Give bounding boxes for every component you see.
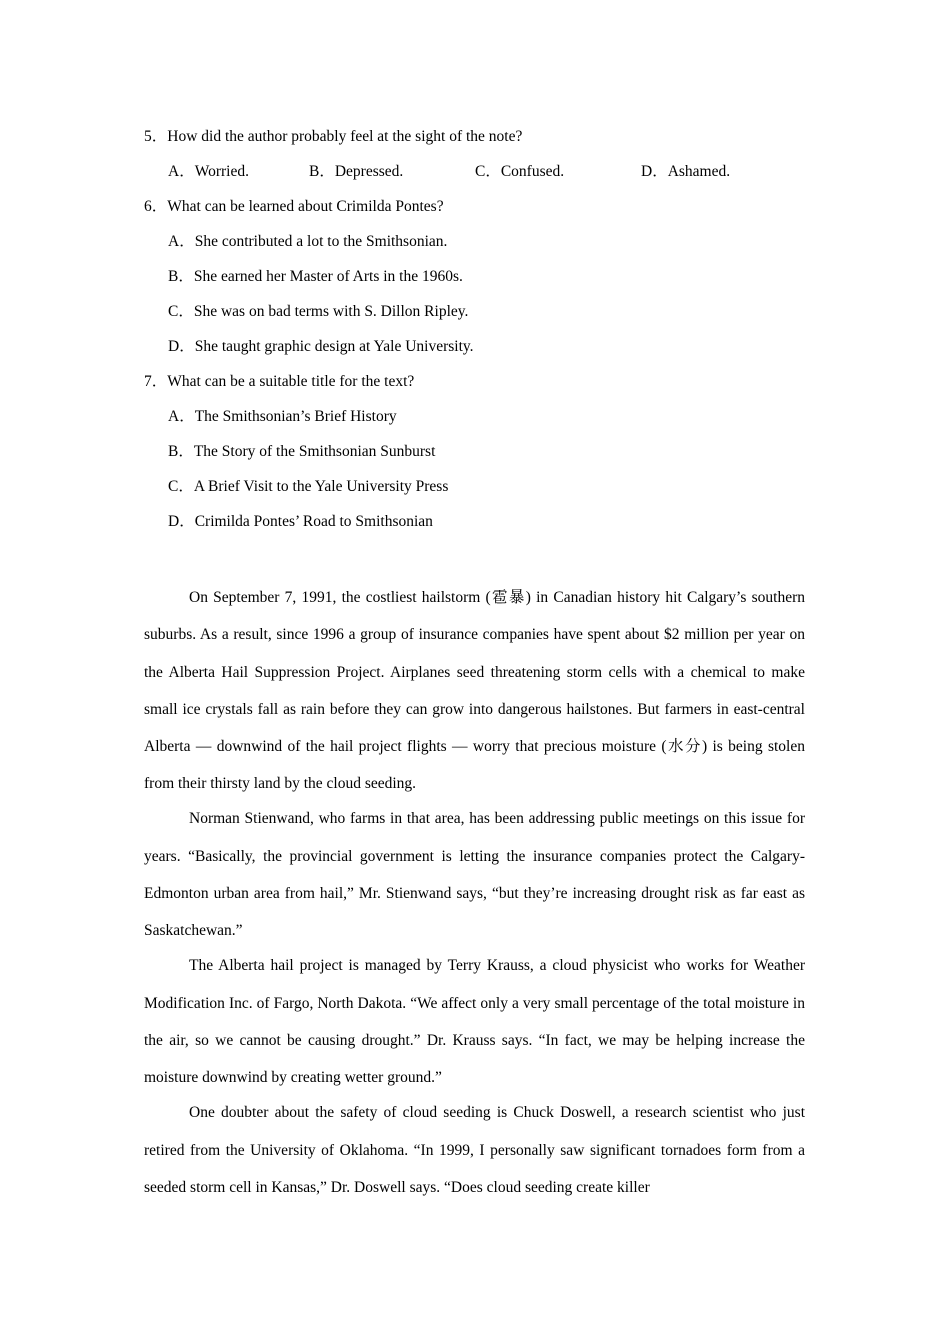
question-7-option-c: C．A Brief Visit to the Yale University Press (168, 478, 449, 495)
question-6-option-d: D．She taught graphic design at Yale University. (168, 338, 474, 355)
passage-paragraph-1: On September 7, 1991, the costliest hailstorm (雹暴) in Canadian history hit Calgary’s southern suburbs. As a result, since 1996 a group of insurance companies have spent about $2 million per year on the Alberta Hail Suppression Project. Airplanes seed threatening storm cells with a chemical to make small ice crystals fall as rain before they can grow into dangerous hailstones. But farmers in east-central Alberta — downwind of the hail project flights — worry that precious moisture (水分) is being stolen from their thirsty land by the cloud seeding. (144, 589, 805, 793)
question-7-option-a: A．The Smithsonian’s Brief History (168, 408, 397, 425)
question-7-option-b: B．The Story of the Smithsonian Sunburst (168, 443, 436, 460)
question-5-option-d: D．Ashamed. (641, 163, 731, 180)
question-6-option-c: C．She was on bad terms with S. Dillon Ripley. (168, 303, 469, 320)
passage-paragraph-4: One doubter about the safety of cloud seeding is Chuck Doswell, a research scientist who just retired from the University of Oklahoma. “In 1999, I personally saw significant tornadoes form from a seeded storm cell in Kansas,” Dr. Doswell says. “Does cloud seeding create killer (144, 1104, 805, 1196)
question-6-option-b: B．She earned her Master of Arts in the 1960s. (168, 268, 463, 285)
question-6-stem: 6．What can be learned about Crimilda Pontes? (144, 198, 444, 215)
passage-paragraph-2: Norman Stienwand, who farms in that area, has been addressing public meetings on this issue for years. “Basically, the provincial government is letting the insurance companies protect the Calgary-Edmonton urban area from hail,” Mr. Stienwand says, “but they’re increasing drought risk as far east as Saskatchewan.” (144, 810, 805, 940)
reading-passage (144, 579, 805, 1204)
question-7-option-d: D．Crimilda Pontes’ Road to Smithsonian (168, 513, 433, 530)
question-5-option-b: B．Depressed. (309, 163, 404, 180)
question-5-option-a: A．Worried. (168, 163, 249, 180)
question-5-option-c: C．Confused. (475, 163, 565, 180)
question-5-stem: 5．How did the author probably feel at the sight of the note? (144, 128, 523, 145)
passage-paragraph-3: The Alberta hail project is managed by Terry Krauss, a cloud physicist who works for Weather Modification Inc. of Fargo, North Dakota. “We affect only a very small percentage of the total moisture in the air, so we cannot be causing drought.” Dr. Krauss says. “In fact, we may be helping increase the moisture downwind by creating wetter ground.” (144, 957, 805, 1087)
question-6-option-a: A．She contributed a lot to the Smithsonian. (168, 233, 448, 250)
question-7-stem: 7．What can be a suitable title for the text? (144, 373, 415, 390)
